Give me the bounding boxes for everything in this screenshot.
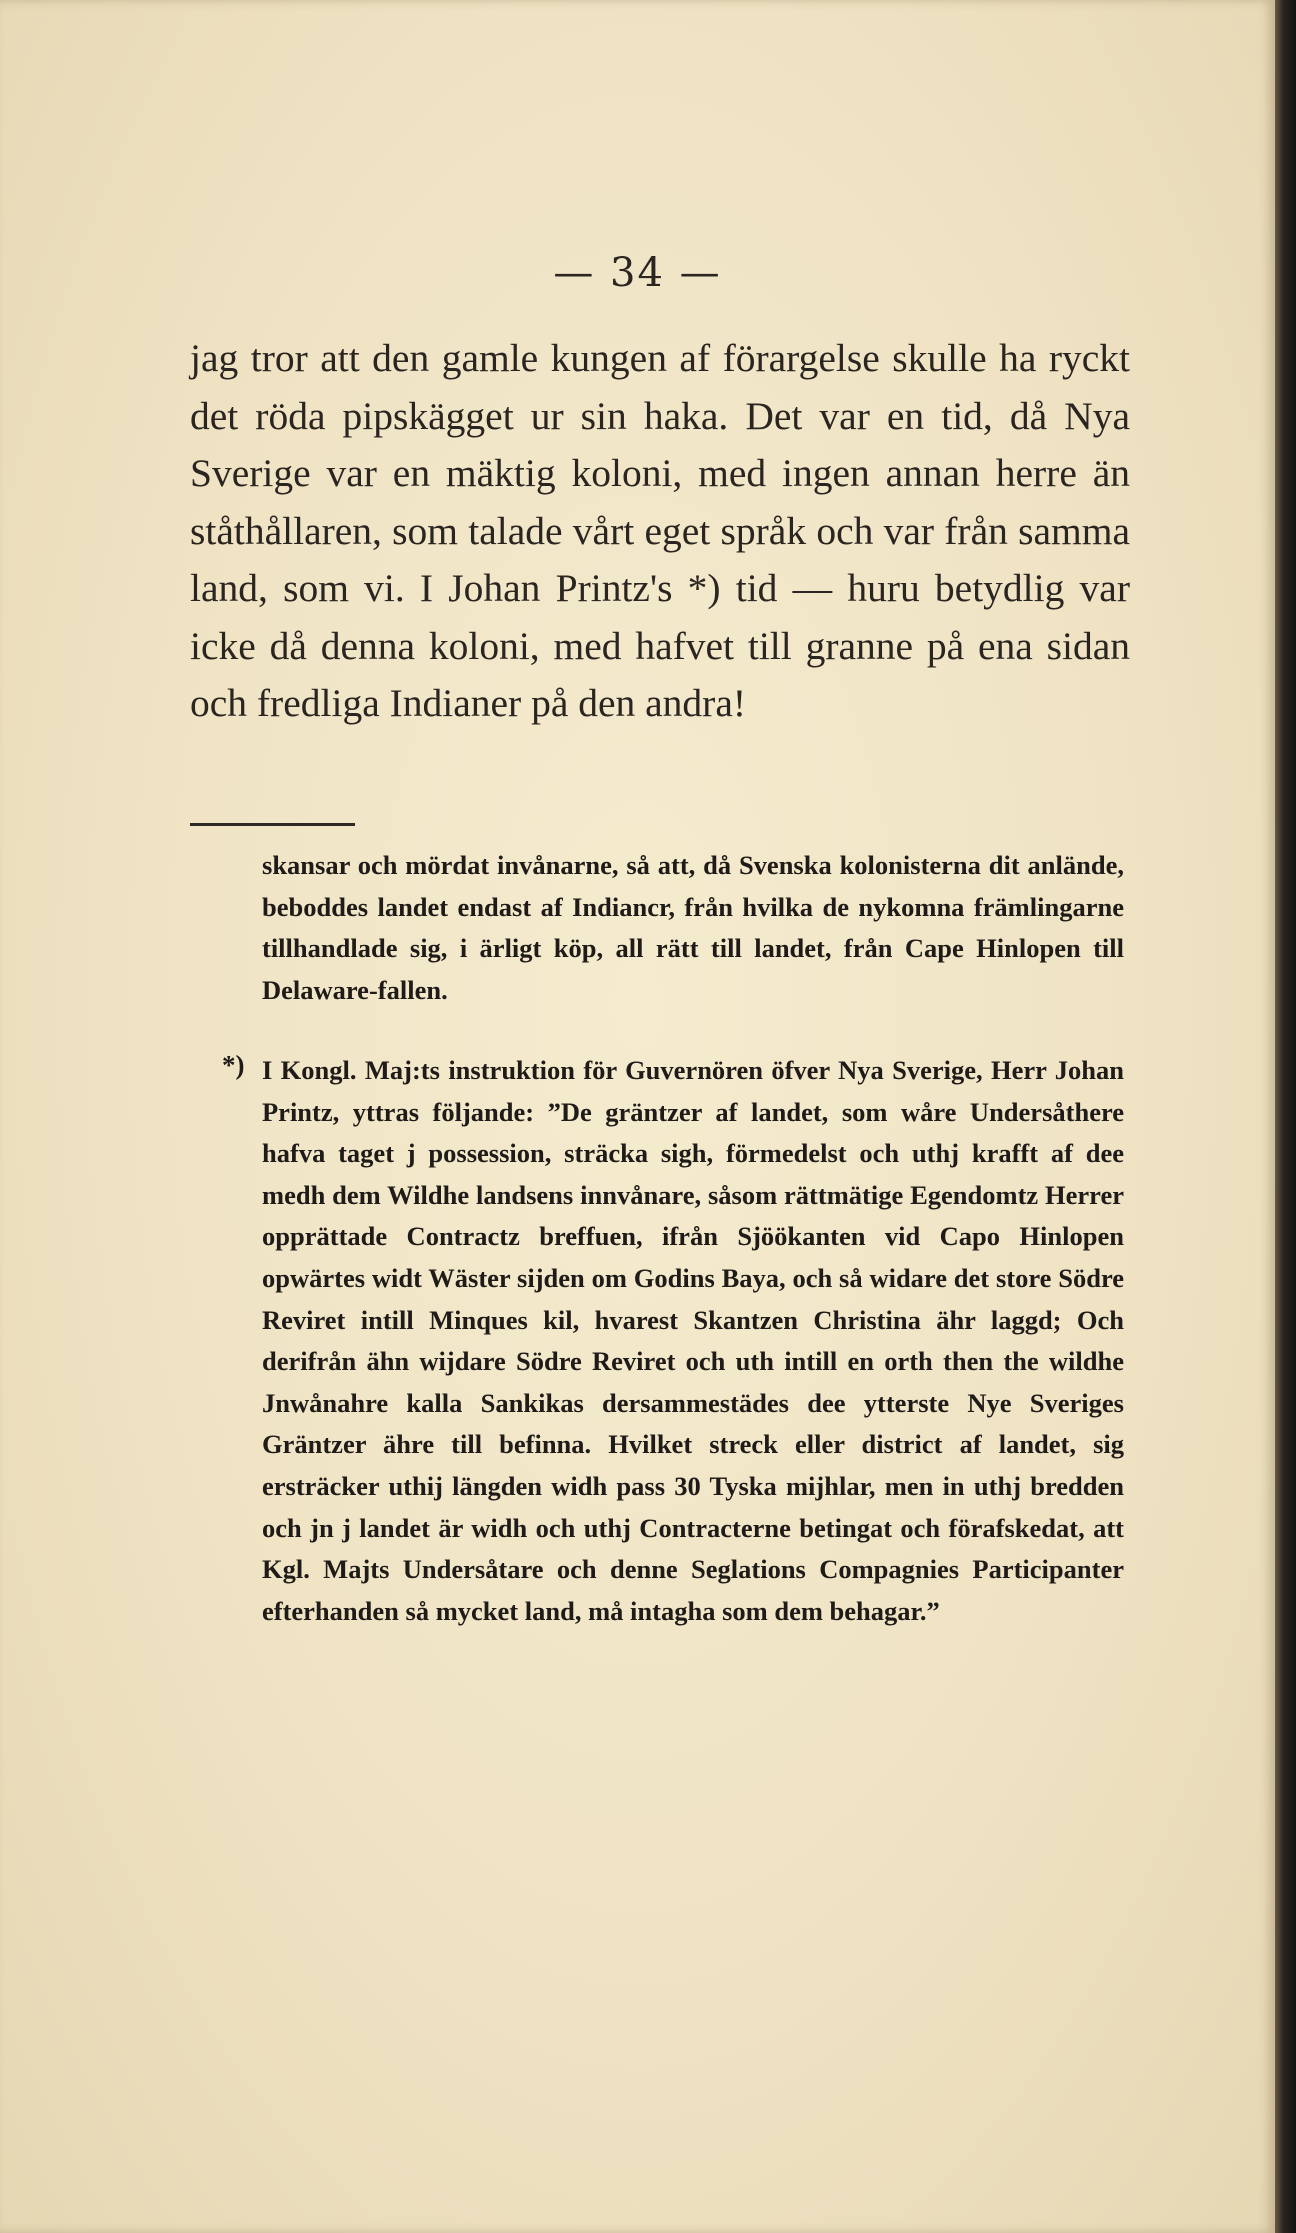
footnote-continuation: skansar och mördat invånarne, så att, då Svenska kolonisterna dit anlände, beboddes landet endast af Indiancr, från hvilka de nykomna främlingarne tillhandlade sig, i ärligt köp, all rätt till landet, från Cape Hinlopen till Delaware-fallen. <box>262 850 1124 1005</box>
book-spine-edge <box>1275 0 1296 2233</box>
footnote-marker: *) <box>222 1050 245 1080</box>
footnote-divider <box>190 823 355 826</box>
main-paragraph: jag tror att den gamle kungen af förargelse skulle ha ryckt det röda pipskägget ur sin haka. Det var en tid, då Nya Sverige var en mäktig koloni, med ingen annan herre än ståthållaren, som talade vårt eget språk och var från samma land, som vi. I Johan Printz's *) tid — huru betydlig var icke då denna koloni, med hafvet till granne på ena sidan och fredliga Indianer på den andra! <box>190 336 1130 725</box>
footnote-star: I Kongl. Maj:ts instruktion för Guvernören öfver Nya Sverige, Herr Johan Printz, yttras följande: ”De gräntzer af landet, som wåre Undersåthere hafva taget j possession, sträcka sigh, förmedelst och uthj krafft af dee medh dem Wildhe landsens innvånare, såsom rättmätige Egendomtz Herrer opprättade Contractz breffuen, ifrån Sjöökanten vid Capo Hinlopen opwärtes widt Wäster sijden om Godins Baya, och så widare det store Södre Reviret intill Minques kil, hvarest Skantzen Christina ähr laggd; Och derifrån ähn wijdare Södre Reviret och uth intill en orth then the wildhe Jnwånahre kalla Sankikas dersammestädes dee ytterste Nye Sveriges Gräntzer ähre till befinna. Hvilket streck eller district af landet, sig ersträcker uthij längden widh pass 30 Tyska mijhlar, men in uthj bredden och jn j landet är widh och uthj Contracterne betingat och förafskedat, att Kgl. Majts Undersåtare och denne Seglations Compagnies Participanter efterhanden så mycket land, må intagha som dem behagar.” <box>262 1055 1124 1626</box>
page-number: — 34 — <box>553 250 722 296</box>
